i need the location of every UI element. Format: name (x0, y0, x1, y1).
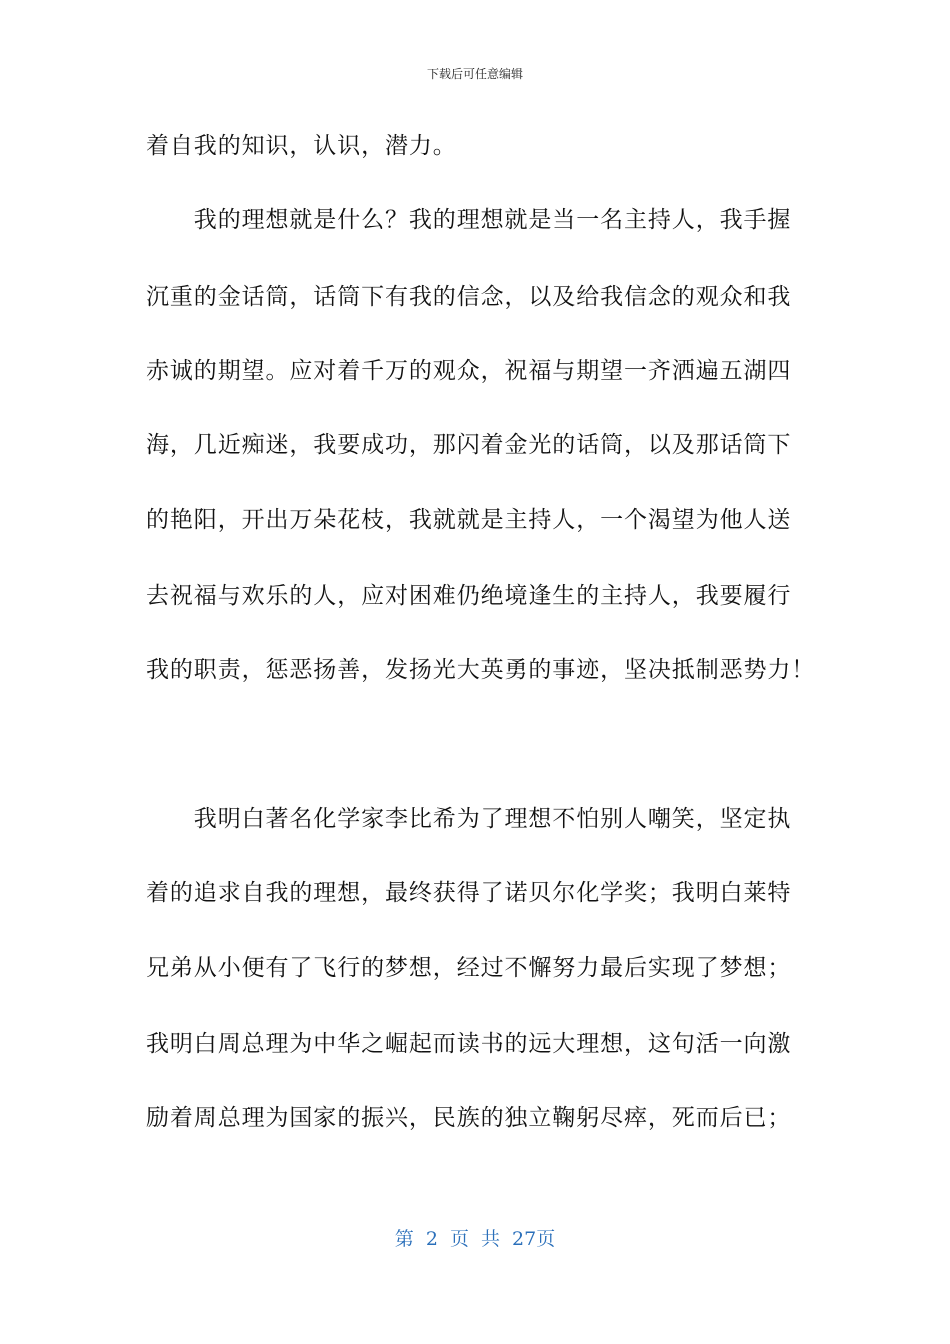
page-header: 下载后可任意编辑 (426, 67, 523, 81)
text-line-9: 我明白著名化学家李比希为了理想不怕别人嘲笑，坚定执 (146, 806, 792, 832)
text-line-8: 我的职责，惩恶扬善，发扬光大英勇的事迹，坚决抵制恶势力！ (146, 657, 816, 683)
text-line-10: 着的追求自我的理想，最终获得了诺贝尔化学奖；我明白莱特 (146, 880, 792, 906)
text-line-12: 我明白周总理为中华之崛起而读书的远大理想，这句活一向激 (146, 1031, 792, 1057)
text-line-2: 我的理想就是什么？我的理想就是当一名主持人，我手握 (146, 207, 792, 233)
text-line-5: 海，几近痴迷，我要成功，那闪着金光的话筒，以及那话筒下 (146, 432, 792, 458)
text-line-1: 着自我的知识，认识，潜力。 (146, 133, 457, 159)
page-number-footer: 第 2 页 共 27页 (394, 1228, 556, 1250)
text-line-7: 去祝福与欢乐的人，应对困难仍绝境逢生的主持人，我要履行 (146, 583, 792, 609)
text-line-3: 沉重的金话筒，话筒下有我的信念，以及给我信念的观众和我 (146, 284, 792, 310)
text-line-11: 兄弟从小便有了飞行的梦想，经过不懈努力最后实现了梦想； (146, 955, 792, 981)
text-line-13: 励着周总理为国家的振兴，民族的独立鞠躬尽瘁，死而后已； (146, 1105, 792, 1131)
text-line-6: 的艳阳，开出万朵花枝，我就就是主持人，一个渴望为他人送 (146, 507, 792, 533)
text-line-4: 赤诚的期望。应对着千万的观众，祝福与期望一齐洒遍五湖四 (146, 358, 792, 384)
